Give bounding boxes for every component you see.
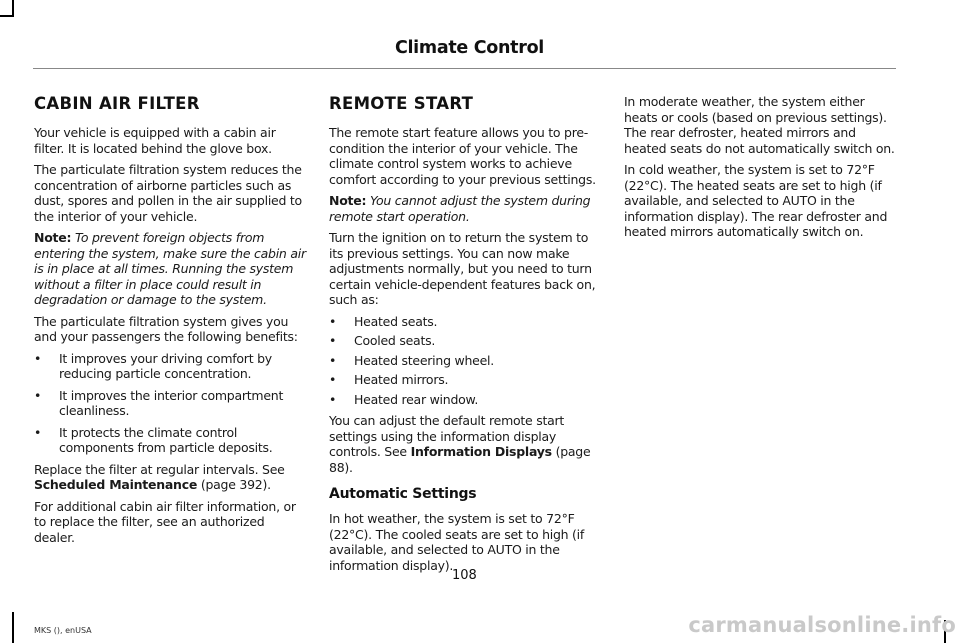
section-heading-cabin-air-filter: CABIN AIR FILTER bbox=[34, 94, 200, 113]
cross-reference-link[interactable]: Scheduled Maintenance bbox=[34, 477, 198, 492]
paragraph: Turn the ignition on to return the system to its previous settings. You can now make adjustments normally, but you need to turn certain vehicle-dependent features back on, such as: bbox=[329, 230, 596, 307]
subsection-heading-automatic-settings: Automatic Settings bbox=[329, 486, 477, 502]
note-label: Note: bbox=[34, 230, 72, 245]
bullet-icon: • bbox=[329, 352, 337, 368]
bullet-icon: • bbox=[329, 333, 337, 348]
paragraph: In hot weather, the system is set to 72°F (22°C). The cooled seats are set to high (if available, and selected to AUTO in the information display). bbox=[329, 511, 585, 573]
list-item: • Heated mirrors. bbox=[329, 372, 449, 387]
list-item: • Heated steering wheel. bbox=[329, 352, 494, 368]
bullet-icon: • bbox=[34, 424, 42, 440]
section-heading-remote-start: REMOTE START bbox=[329, 94, 474, 113]
list-item: • It protects the climate control components from particle deposits. bbox=[34, 424, 273, 455]
paragraph: The remote start feature allows you to pre-condition the interior of your vehicle. The climate control system works to achieve comfort according to your previous settings. bbox=[329, 125, 596, 187]
crop-mark-bottom-left-vertical bbox=[12, 612, 14, 643]
paragraph: You can adjust the default remote start settings using the information display controls. See Information Displays (page 88). bbox=[329, 413, 591, 475]
bullet-icon: • bbox=[34, 387, 42, 403]
footer-model-code: MKS (), enUSA bbox=[34, 626, 92, 635]
note-text: You cannot adjust the system during remote start operation. bbox=[329, 193, 591, 224]
paragraph: Replace the filter at regular intervals. See Scheduled Maintenance (page 392). bbox=[34, 461, 285, 492]
paragraph: In cold weather, the system is set to 72°F (22°C). The heated seats are set to high (if available, and selected to AUTO in the information display). The rear defroster and heated mirrors automatically switch on. bbox=[624, 162, 888, 239]
list-item: • Heated seats. bbox=[329, 313, 438, 329]
note bbox=[329, 193, 603, 224]
paragraph: Your vehicle is equipped with a cabin air filter. It is located behind the glove box. bbox=[34, 125, 276, 156]
column-remote-start bbox=[329, 94, 603, 579]
list-item: • Cooled seats. bbox=[329, 333, 436, 348]
features-list bbox=[329, 314, 603, 408]
note-label: Note: bbox=[329, 193, 367, 208]
paragraph: In moderate weather, the system either heats or cools (based on previous settings). The rear defroster, heated mirrors and heated seats do not automatically switch on. bbox=[624, 94, 895, 156]
paragraph: The particulate filtration system gives you and your passengers the following benefits: bbox=[34, 313, 298, 344]
list-item: • It improves your driving comfort by reducing particle concentration. bbox=[34, 350, 272, 381]
paragraph: The particulate filtration system reduces the concentration of airborne particles such as dust, spores and pollen in the air supplied to the interior of your vehicle. bbox=[34, 162, 302, 224]
cross-reference-link[interactable]: Information Displays bbox=[410, 444, 552, 459]
bullet-icon: • bbox=[329, 391, 337, 407]
column-cabin-air-filter bbox=[34, 94, 308, 551]
header-divider bbox=[33, 68, 896, 69]
bullet-icon: • bbox=[329, 372, 337, 387]
column-remote-start-continued bbox=[624, 94, 898, 246]
watermark: carmanualsonline.info bbox=[688, 613, 956, 637]
paragraph: For additional cabin air filter information, or to replace the filter, see an authorized dealer. bbox=[34, 498, 296, 545]
bullet-icon: • bbox=[329, 313, 337, 329]
bullet-icon: • bbox=[34, 350, 42, 366]
crop-mark-top-left-horizontal bbox=[0, 15, 13, 17]
page-title: Climate Control bbox=[394, 38, 544, 58]
note bbox=[34, 230, 308, 308]
note-text: To prevent foreign objects from entering the system, make sure the cabin air is in place at all times. Running the system without a filter in place could result in degradation or damage to the system. bbox=[34, 230, 306, 307]
list-item: • Heated rear window. bbox=[329, 391, 479, 407]
list-item: • It improves the interior compartment cleanliness. bbox=[34, 387, 284, 418]
page-number: 108 bbox=[452, 568, 477, 583]
benefits-list bbox=[34, 351, 308, 456]
